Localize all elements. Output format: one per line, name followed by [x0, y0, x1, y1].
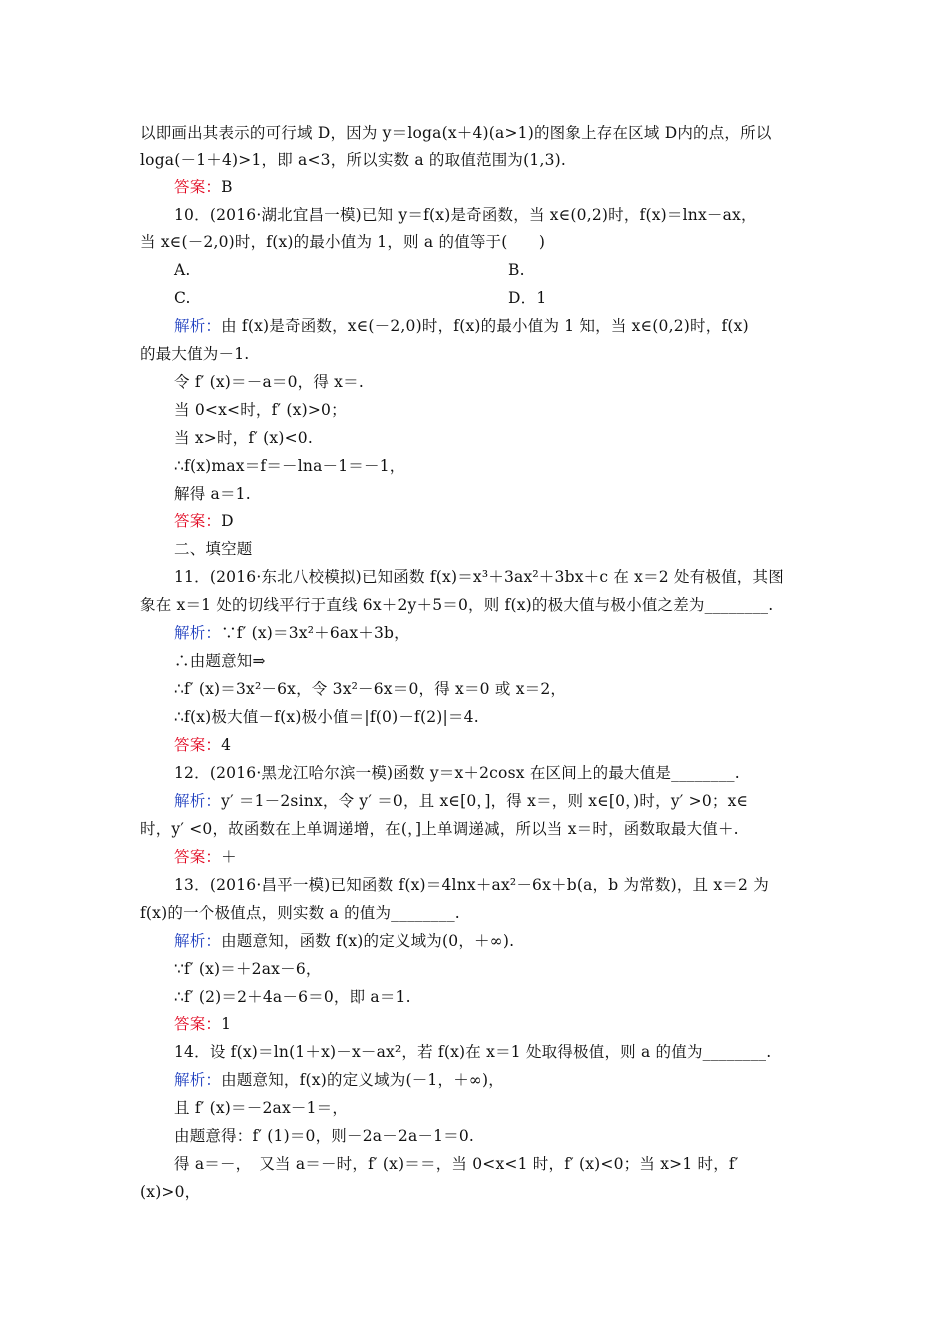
text-line [174, 205, 757, 225]
text-line [140, 1182, 200, 1202]
line-text: 10．(2016·湖北宜昌一模)已知 y＝f(x)是奇函数，当 x∈(0,2)时，f(x)＝lnx－ax， [174, 206, 757, 224]
line-text: ∴f′ (x)＝3x²－6x，令 3x²－6x＝0，得 x＝0 或 x＝2， [174, 680, 567, 698]
text-line [174, 484, 251, 504]
text-line [140, 903, 460, 923]
line-text: ＋ [221, 848, 237, 866]
line-text: 由题意知，函数 f(x)的定义域为(0，＋∞). [221, 932, 515, 950]
text-line [174, 511, 234, 531]
line-text: 1 [221, 1015, 232, 1033]
line-text: C. [174, 289, 191, 307]
line-text: ∴f(x)极大值－f(x)极小值＝|f(0)－f(2)|＝4. [174, 708, 479, 726]
answer-label: 答案： [174, 848, 222, 866]
analysis-label: 解析： [174, 317, 222, 335]
line-text: A. [174, 261, 191, 279]
answer-label: 答案： [174, 736, 222, 754]
text-line [140, 232, 545, 252]
text-line [174, 1070, 504, 1090]
text-line [174, 875, 769, 895]
line-text: 12．(2016·黑龙江哈尔滨一模)函数 y＝x＋2cosx 在区间上的最大值是________. [174, 764, 740, 782]
analysis-label: 解析： [174, 1071, 222, 1089]
text-line [174, 539, 253, 559]
line-text: 11．(2016·东北八校模拟)已知函数 f(x)＝x³＋3ax²＋3bx＋c 在 x＝2 处有极值，其图 [174, 568, 784, 586]
line-text: 的最大值为－1. [140, 345, 250, 363]
text-line [174, 428, 313, 448]
text-line [174, 1154, 739, 1174]
analysis-label: 解析： [174, 624, 222, 642]
line-text: 由题意知，f(x)的定义域为(－1，＋∞)， [221, 1071, 504, 1089]
line-text: f(x)的一个极值点，则实数 a 的值为________. [140, 904, 460, 922]
text-line [174, 372, 364, 392]
option-right: D．1 [508, 289, 547, 307]
line-text: 且 f′ (x)＝－2ax－1＝， [174, 1099, 349, 1117]
line-text: 4 [221, 736, 232, 754]
line-text: 当 x>时，f′ (x)<0. [174, 429, 313, 447]
line-text: 令 f′ (x)＝－a＝0，得 x＝. [174, 373, 364, 391]
line-text: 当 0<x<时，f′ (x)>0； [174, 401, 347, 419]
line-text: y′ ＝1－2sinx，令 y′ ＝0，且 x∈[0，]，得 x＝，则 x∈[0，)时，y′ >0；x∈ [221, 792, 749, 810]
line-text: D [221, 512, 234, 530]
text-line [174, 1014, 231, 1034]
option-right: B. [508, 261, 525, 279]
line-text: ∴f′ (2)＝2＋4a－6＝0，即 a＝1. [174, 988, 411, 1006]
analysis-label: 解析： [174, 792, 222, 810]
text-line [174, 987, 411, 1007]
text-line [140, 150, 566, 170]
text-line [174, 931, 514, 951]
text-line [174, 1126, 474, 1146]
text-line [174, 735, 231, 755]
line-text: 二、填空题 [174, 540, 253, 558]
text-line [174, 763, 740, 783]
text-line [174, 679, 566, 699]
text-line [174, 456, 405, 476]
text-line [140, 344, 249, 364]
text-line [174, 847, 237, 867]
text-line [174, 1042, 771, 1062]
text-line [174, 288, 547, 308]
line-text: 13．(2016·昌平一模)已知函数 f(x)＝4lnx＋ax²－6x＋b(a，b 为常数)，且 x＝2 为 [174, 876, 769, 894]
text-line [140, 123, 772, 143]
text-line [174, 651, 266, 671]
text-line [174, 623, 410, 643]
text-line [174, 791, 748, 811]
line-text: 当 x∈(－2,0)时，f(x)的最小值为 1，则 a 的值等于( ) [140, 233, 546, 251]
line-text: ∴由题意知⇒ [174, 652, 266, 670]
text-line [174, 177, 233, 197]
analysis-label: 解析： [174, 932, 222, 950]
line-text: ∴f(x)max＝f＝－lna－1＝－1， [174, 457, 406, 475]
line-text: 14．设 f(x)＝ln(1＋x)－x－ax²，若 f(x)在 x＝1 处取得极值，则 a 的值为________. [174, 1043, 772, 1061]
line-text: 解得 a＝1. [174, 485, 251, 503]
line-text: 象在 x＝1 处的切线平行于直线 6x＋2y＋5＝0，则 f(x)的极大值与极小值之差为________. [140, 596, 774, 614]
text-line [140, 595, 773, 615]
text-line [174, 1098, 348, 1118]
text-line [140, 819, 739, 839]
line-text: ∵f′ (x)＝＋2ax－6， [174, 960, 322, 978]
text-line [174, 959, 322, 979]
text-line [174, 567, 784, 587]
answer-label: 答案： [174, 1015, 222, 1033]
text-line [174, 400, 347, 420]
line-text: 时，y′ <0，故函数在上单调递增，在(，]上单调递减，所以当 x＝时，函数取最大值＋. [140, 820, 739, 838]
line-text: loga(－1＋4)>1，即 a<3，所以实数 a 的取值范围为(1,3). [140, 151, 567, 169]
answer-label: 答案： [174, 512, 222, 530]
line-text: (x)>0， [140, 1183, 201, 1201]
text-line [174, 316, 749, 336]
text-line [174, 260, 525, 280]
answer-label: 答案： [174, 178, 222, 196]
line-text: ∵f′ (x)＝3x²＋6ax＋3b， [221, 624, 410, 642]
line-text: 由题意得：f′ (1)＝0，则－2a－2a－1＝0. [174, 1127, 475, 1145]
text-line [174, 707, 479, 727]
line-text: B [221, 178, 233, 196]
line-text: 由 f(x)是奇函数，x∈(－2,0)时，f(x)的最小值为 1 知，当 x∈(0,2)时，f(x) [221, 317, 749, 335]
line-text: 得 a＝－， 又当 a＝－时，f′ (x)＝＝，当 0<x<1 时，f′ (x)<0；当 x>1 时，f′ [174, 1155, 739, 1173]
line-text: 以即画出其表示的可行域 D，因为 y＝loga(x＋4)(a>1)的图象上存在区域 D内的点，所以 [140, 124, 772, 142]
